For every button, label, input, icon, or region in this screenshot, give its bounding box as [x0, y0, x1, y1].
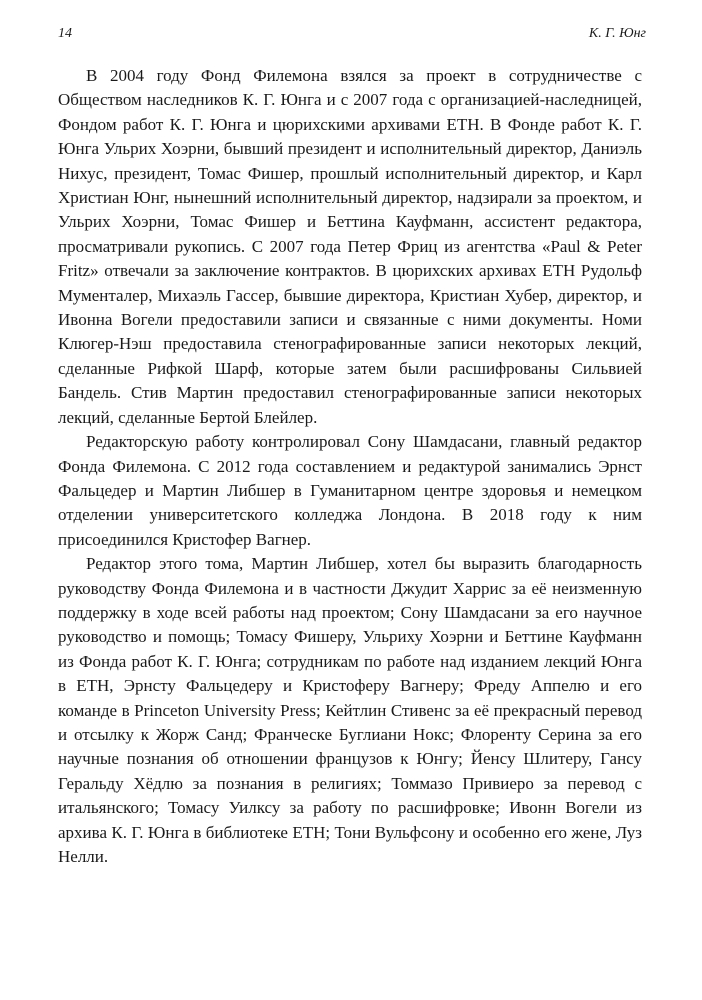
body-text: [58, 64, 642, 869]
paragraph-project-history: В 2004 году Фонд Филемона взялся за проект в сотрудничестве с Обществом наследников К. Г. Юнга и с 2007 года с организацией-наследницей, Фондом работ К. Г. Юнга и цюрихскими архивами ETH. В Фонде работ К. Г. Юнга Ульрих Хоэрни, бывший президент и исполнительный директор, Даниэль Нихус, президент, Томас Фишер, прошлый исполнительный директор, и Карл Христиан Юнг, нынешний исполнительный директор, надзирали за проектом, и Ульрих Хоэрни, Томас Фишер и Беттина Кауфманн, ассистент редактора, просматривали рукопись. С 2007 года Петер Фриц из агентства «Paul & Peter Fritz» отвечали за заключение контрактов. В цюрихских архивах ETH Рудольф Мументалер, Михаэль Гассер, бывшие директора, Кристиан Хубер, директор, и Ивонна Вогели предоставили записи и связанные с ними документы. Номи Клюгер-Нэш предоставила стенографированные записи некоторых лекций, сделанные Рифкой Шарф, которые затем были расшифрованы Сильвией Бандель. Стив Мартин предоставил стенографированные записи некоторых лекций, сделанные Бертой Блейлер.: [58, 66, 642, 427]
running-title: К. Г. Юнг: [588, 26, 646, 41]
paragraph-editorial-work: Редакторскую работу контролировал Сону Шамдасани, главный редактор Фонда Филемона. С 2012 года составлением и редактурой занимались Эрнст Фальцедер и Мартин Либшер в Гуманитарном центре здоровья и немецком отделении университетского колледжа Лондона. В 2018 году к ним присоединился Кристофер Вагнер.: [58, 432, 642, 549]
paragraph-acknowledgements: Редактор этого тома, Мартин Либшер, хотел бы выразить благодарность руководству Фонда Филемона и в частности Джудит Харрис за её неизменную поддержку в ходе всей работы над проектом; Сону Шамдасани за его научное руководство и помощь; Томасу Фишеру, Ульриху Хоэрни и Беттине Кауфманн из Фонда работ К. Г. Юнга; сотрудникам по работе над изданием лекций Юнга в ETH, Эрнсту Фальцедеру и Кристоферу Вагнеру; Фреду Аппелю и его команде в Princeton University Press; Кейтлин Стивенс за её прекрасный перевод и отсылку к Жорж Санд; Франческе Буглиани Нокс; Флоренту Серина за его научные познания об отношении французов к Юнгу; Йенсу Шлитеру, Гансу Геральду Хёдлю за познания в религиях; Томмазо Привиеро за перевод с итальянского; Томасу Уилксу за работу по расшифровке; Ивонн Вогели из архива К. Г. Юнга в библиотеке ETH; Тони Вульфсону и особенно его жене, Луз Нелли.: [58, 554, 642, 866]
page-number: 14: [58, 26, 72, 41]
running-head: [58, 24, 646, 44]
